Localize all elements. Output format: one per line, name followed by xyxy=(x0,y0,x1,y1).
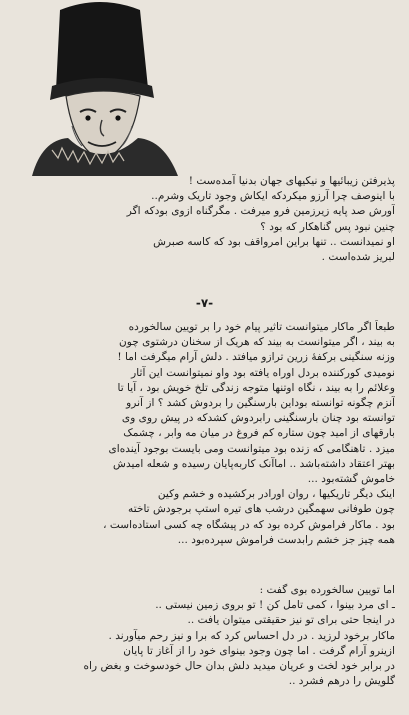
text-line: چون طوفانی سهمگین درشب های تیره استپ برجودش تاخته xyxy=(128,503,395,516)
text-line: او نمیدانست .. تنها براین امرواقف بود که کاسه صبرش xyxy=(153,235,395,248)
text-line: توانسته بود چنان بارسنگینی رابردوش کشدکه در پیش روی وی xyxy=(121,412,395,425)
text-line: وزنه سنگینی برکفهٔ زرین ترازو میافتد . دلش آرام میگرفت اما ! xyxy=(117,351,395,364)
text-line: ازینرو آرام گرفت . اما چون وجود بینوای خود را از آغاز تا پایان xyxy=(123,644,395,657)
text-line: گلویش را درهم فشرد .. xyxy=(288,675,395,688)
text-line: با اینوصف چرا آرزو میکردکه ایکاش وجود تاریک وشرم.. xyxy=(151,190,395,203)
text-line: اما تویین سالخورده بوی گفت : xyxy=(259,584,395,596)
paragraph-block-1 xyxy=(12,174,395,265)
paragraph-block-2 xyxy=(12,320,395,548)
text-line: ـ ای مرد بینوا ، کمی تامل کن ! تو بروی زمین نیستی .. xyxy=(155,599,395,612)
text-line: وعلائم را به بیند ، نگاه اوتنها متوجه زندگی تلخ خویش بود ، آیا تا xyxy=(117,381,395,394)
paragraph-block-3 xyxy=(12,583,395,689)
section-number: -۷- xyxy=(195,296,214,310)
text-line: میزد . تاهنگامی که زنده بود میتوانست ومی بایست بوجود آینده‌ای xyxy=(108,442,395,455)
text-line: نومیدی کورکننده بردل اوراه یافته بود واو نمیتوانست این آثار xyxy=(131,366,395,379)
text-line: در اینجا حتی برای تو نیز حقیقتی میتوان یافت .. xyxy=(187,614,395,627)
text-line: چنین نبود پس گناهکار که بود ؟ xyxy=(260,220,395,233)
text-line: طبعاً اگر ماکار میتوانست تاثیر پیام خود را بر تویین سالخورده xyxy=(128,321,395,333)
text-line: بارقهای از امید چون ستاره کم فروغ در میان مه وابر ، چشمک xyxy=(123,427,395,440)
text-line: خاموش گشته‌بود ... xyxy=(307,473,395,486)
text-line: بود . ماکار فراموش کرده بود که در پیشگاه چه کسی استاده‌است ، xyxy=(103,518,395,531)
text-line: همه چیز جز خشم رابدست فراموش سپرده‌بود ... xyxy=(177,533,395,546)
text-line: در برابر خود لخت و عریان میدید دلش بدان حال خودسوخت و بغض راه xyxy=(83,660,395,673)
text-line: اینک دیگر تاریکیها ، روان اورادر برکشیده و خشم وکین xyxy=(157,488,395,501)
text-line: آورش صد پایه زیرزمین فرو میرفت . مگرگناه ازوی بودکه اگر xyxy=(126,205,395,218)
text-line: پذیرفتن زیبائیها و نیکیهای جهان بدنیا آمده‌ست ! xyxy=(188,175,395,187)
portrait-illustration xyxy=(22,0,180,176)
text-line: به بیند ، اگر میتوانست به بیند که هریک از سخنان درشتوی چون xyxy=(118,336,395,349)
text-line: لبریز شده‌است . xyxy=(321,251,395,264)
text-line: آنزم چگونه توانسته بوداین بارسنگین را بردوش کشد ؟ از آنرو xyxy=(126,397,395,410)
text-line: ماکار برخود لرزید . در دل احساس کرد که برا و نیز رحم میآورند . xyxy=(108,629,395,642)
text-line: بهتر اعتقاد داشته‌باشد .. اماآنک کاربه‌پایان رسیده و شعله امیدش xyxy=(113,457,395,470)
